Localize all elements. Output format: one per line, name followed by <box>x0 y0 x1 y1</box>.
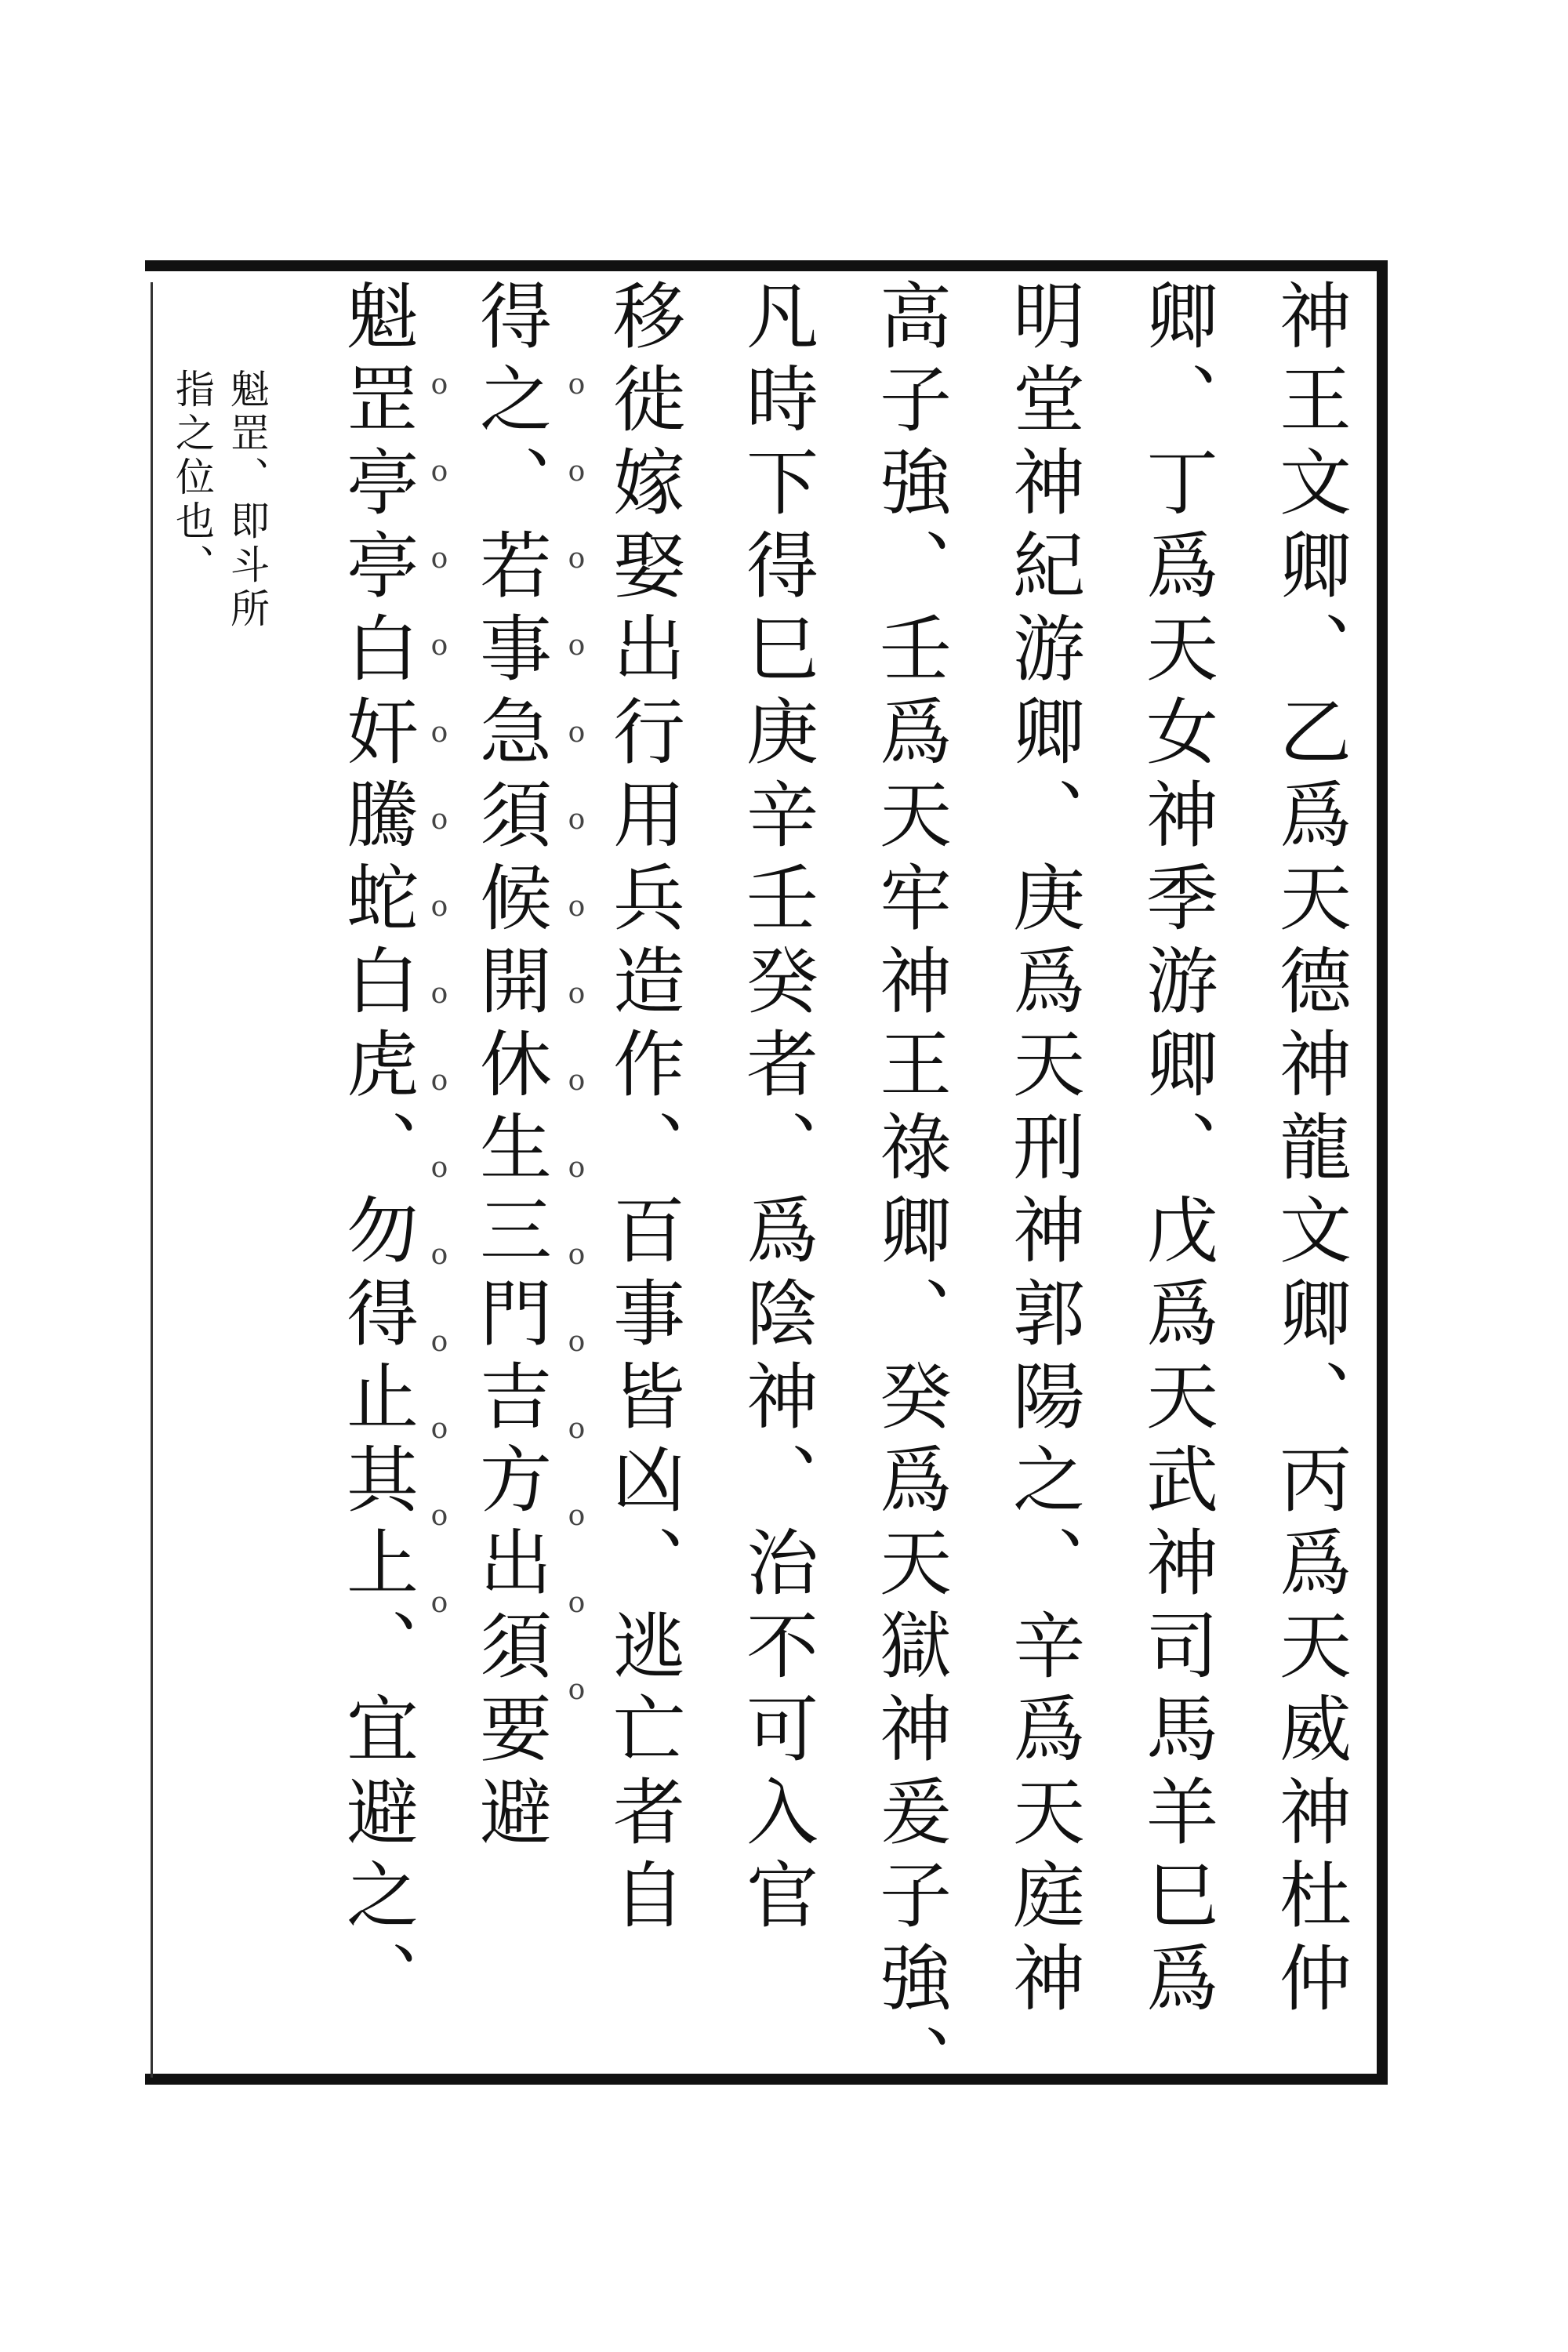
text-column-1: 神王文卿、乙爲天德神龍文卿、丙爲天威神杜仲 <box>1268 278 1352 2024</box>
text-column-4: 高子強、壬爲天牢神王祿卿、癸爲天獄神爰子強、 <box>868 278 952 2107</box>
text-column-7: 得之、若事急須候開休生三門吉方出須要避 <box>468 278 552 1857</box>
emphasis-marks-1: oooooooooooooooo <box>561 368 593 1761</box>
text-column-3: 明堂神紀游卿、庚爲天刑神郭陽之、辛爲天庭神 <box>1001 278 1085 2024</box>
emphasis-marks-2: ooooooooooooooo <box>423 368 456 1674</box>
frame-right-border <box>1377 260 1388 2085</box>
text-column-6: 移徙嫁娶出行用兵造作、百事皆凶、逃亡者自 <box>601 278 685 1940</box>
frame-left-rule <box>151 282 153 2078</box>
commentary-column-1: 魁罡、即斗所 <box>224 368 270 632</box>
text-column-2: 卿、丁爲天女神季游卿、戊爲天武神司馬羊巳爲 <box>1134 278 1218 2024</box>
frame-bottom-border <box>145 2074 1388 2085</box>
frame-top-border <box>145 260 1388 271</box>
text-column-8: 魁罡亭亭白奸騰蛇白虎、勿得止其上、宜避之、 <box>335 278 419 2024</box>
text-column-5: 凡時下得巳庚辛壬癸者、爲陰神、治不可入官 <box>735 278 818 1940</box>
commentary-column-2: 指之位也、 <box>169 368 215 588</box>
